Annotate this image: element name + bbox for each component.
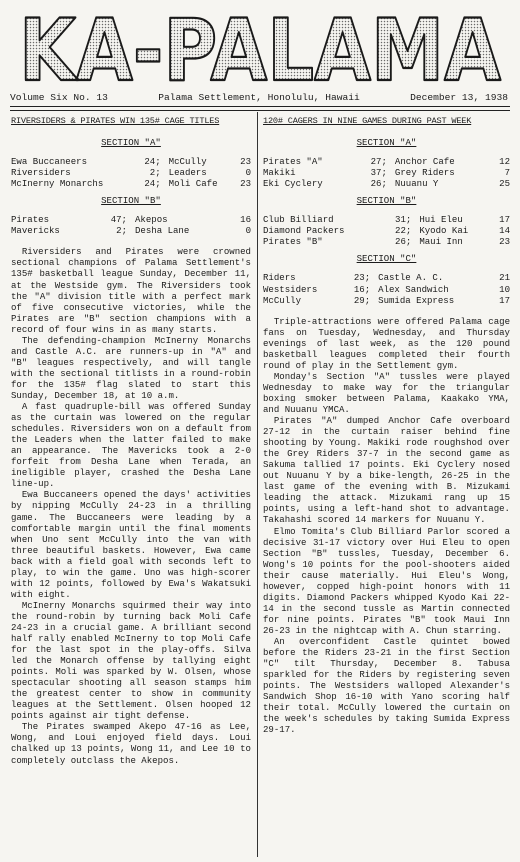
loser: McCully (168, 156, 207, 168)
publication-place: Palama Settlement, Honolulu, Hawaii (158, 92, 360, 103)
winner: Riversiders (11, 167, 71, 179)
left-headline: RIVERSIDERS & PIRATES WIN 135# CAGE TITLES (11, 116, 220, 126)
loser: Moli Cafe (168, 178, 218, 190)
score-row (11, 225, 251, 236)
loser: Hui Eleu (419, 214, 463, 226)
loser-score: 17 (499, 294, 510, 306)
winner-score: 24; (144, 178, 161, 190)
right-section-c-label: SECTION "C" (356, 253, 417, 265)
loser-score: 7 (504, 167, 510, 179)
loser: Kyodo Kai (419, 225, 469, 237)
right-section-a-label: SECTION "A" (356, 137, 417, 149)
left-section-a-label: SECTION "A" (101, 137, 161, 149)
loser-score: 21 (499, 272, 510, 284)
article-paragraph: An overconfident Castle quintet bowed before the Riders 23-21 in the first Section "C" tilt Thursday, December 8. Tabusa sparkled for the Riders by registering seven points. The Westsiders walloped Alexander's Sandwich Shop 16-10 with Yano scoring half their total. McCully lowered the curtain on the week's schedules by taking Sumida Express 29-17. (263, 635, 510, 736)
winner: Mavericks (11, 225, 60, 237)
right-section-b-scores (263, 214, 510, 247)
winner-score: 37; (370, 167, 387, 179)
winner: Pirates "B" (263, 236, 323, 248)
winner-score: 24; (144, 156, 161, 168)
winner: McCully (263, 294, 302, 306)
article-paragraph: The Pirates swamped Akepo 47-16 as Lee, Wong, and Loui enjoyed field days. Loui chalked up 13 points, Wong 11, and Lee 10 to completely outclass the Akepos. (11, 721, 251, 766)
winner-score: 47; (110, 214, 127, 226)
loser: Nuuanu Y (394, 178, 439, 190)
winner-score: 26; (395, 236, 412, 248)
left-section-a-scores (11, 156, 251, 189)
loser-score: 10 (499, 283, 510, 295)
score-row (11, 167, 251, 178)
score-row (11, 214, 251, 225)
winner-score: 31; (395, 214, 412, 226)
score-row (263, 156, 510, 167)
left-section-b-label: SECTION "B" (101, 195, 161, 207)
loser: Castle A. C. (378, 272, 444, 284)
column-divider (257, 112, 258, 857)
winner-score: 2; (149, 167, 161, 179)
loser: Sumida Express (378, 294, 455, 306)
loser: Desha Lane (135, 225, 190, 237)
article-paragraph: Ewa Buccaneers opened the days' activities by nipping McCully 24-23 in a thrilling game. The Buccaneers were leading by a comfortable margin until the final moments when Uno sent McCully into the van with three beautiful baskets. However, Ewa came back with a field goal with seconds left to play, to win the game. Uno was high-scorer with 12 points, followed by Ewa's Wakatsuki with eight. (11, 489, 251, 600)
masthead (14, 2, 506, 88)
winner: Diamond Packers (263, 225, 345, 237)
masthead-title: KA-PALAMA (19, 2, 502, 88)
right-section-a-scores (263, 156, 510, 189)
score-row (263, 214, 510, 225)
score-row (263, 225, 510, 236)
issue-line (10, 92, 508, 103)
loser: Leaders (168, 167, 207, 179)
winner: Club Billiard (263, 214, 334, 226)
article-paragraph: Pirates "A" dumped Anchor Cafe overboard 27-12 in the curtain raiser behind fine shooting by Young. Makiki rode roughshod over the Grey Riders 37-7 in the second game as Sakuma tallied 17 points. Eki Cyclery nosed out Nuuanu Y by a bike-length, 26-25 in the last game of the evening with B. Mizukami leading the attack. Mizukami rang up 15 points, using a left-hand shot to advantage. Takahashi scored 14 markers for Nuuanu Y. (263, 415, 510, 526)
winner: Eki Cyclery (263, 178, 323, 190)
article-paragraph: A fast quadruple-bill was offered Sunday as the curtain was lowered on the regular schedules. Riversiders won on a default from the Leaders when the latter failed to make an appearance. The Mavericks took a 2-0 forfeit from Desha Lane when Terada, an ineligible player, crashed the Desha Lane line-up. (11, 401, 251, 490)
winner: Westsiders (263, 283, 318, 295)
issue-date: December 13, 1938 (410, 92, 508, 103)
right-column (263, 116, 510, 735)
winner: Pirates "A" (263, 156, 323, 168)
score-row (263, 236, 510, 247)
loser-score: 25 (499, 178, 510, 190)
article-paragraph: Monday's Section "A" tussles were played Wednesday to make way for the triangular boxing smoker between Palama, Kaakako YMA, and Nuuanu YMCA. (263, 370, 510, 415)
loser-score: 23 (240, 156, 251, 168)
volume-number: Volume Six No. 13 (10, 92, 108, 103)
left-column (11, 116, 251, 766)
right-section-c-scores (263, 272, 510, 305)
loser-score: 23 (499, 236, 510, 248)
article-paragraph: Riversiders and Pirates were crowned sectional champions of Palama Settlement's 135# basketball league Sunday, December 11, at the Westside gym. The Riversiders took the "A" division title with a perfect mark of five consecutive victories, while the Pirates are "B" section champions with a record of four wins in as many starts. (11, 246, 251, 335)
score-row (263, 272, 510, 283)
loser: Akepos (135, 214, 168, 226)
loser: Anchor Cafe (394, 156, 455, 168)
score-row (11, 178, 251, 189)
score-row (11, 156, 251, 167)
loser: Alex Sandwich (378, 283, 449, 295)
masthead-logo (14, 2, 506, 88)
loser: Grey Riders (394, 167, 455, 179)
winner-score: 16; (353, 283, 371, 295)
winner-score: 2; (116, 225, 127, 237)
winner: McInerny Monarchs (11, 178, 104, 190)
winner-score: 23; (353, 272, 371, 284)
winner-score: 29; (353, 294, 371, 306)
score-row (263, 167, 510, 178)
article-paragraph: Triple-attractions were offered Palama cage fans on Tuesday, Wednesday, and Thursday evenings of last week, as the 120 pound basketball leagues completed their fourth round of play in the Settlement gym. (263, 315, 510, 371)
winner: Riders (263, 272, 296, 284)
winner: Ewa Buccaneers (11, 156, 88, 168)
loser-score: 17 (499, 214, 510, 226)
article-paragraph: Elmo Tomita's Club Billiard Parlor scored a decisive 31-17 victory over Hui Eleu to open Section "B" tussles, Tuesday, December 6. Wong's 10 points for the pool-shooters aided their cause materially. Hui Eleu's Wong, however, copped high-point honors with 11 digits. Diamond Packers whipped Kyodo Kai 22-14 in the second tussle as Martin connected for nine points. Pirates "B" took Maui Inn 26-23 in the nightcap with A. Chun starring. (263, 525, 510, 636)
winner-score: 22; (395, 225, 412, 237)
article-paragraph: The defending-champion McInerny Monarchs and Castle A.C. are runners-up in "A" and "B" leagues respectively, and will tangle with the sectional titlists in a round-robin for the 135# flag slated to start this Sunday, December 18, at 10 a.m. (11, 334, 251, 401)
article-paragraph: McInerny Monarchs squirmed their way into the round-robin by turning back Moli Cafe 24-23 in a crucial game. A brilliant second half rally enabled McInerny to top Moli Cafe for the last spot in the play-offs. Silva led the Monarch offense by tallying eight points. Moli was sparked by W. Olsen, whose spectacular shooting all season stamps him the greatest center to show in community leagues at the Settlement. Olsen hooped 12 points against air tight defense. (11, 599, 251, 722)
winner-score: 27; (370, 156, 387, 168)
loser-score: 0 (245, 225, 251, 237)
right-section-b-label: SECTION "B" (356, 195, 417, 207)
header-rule (10, 106, 510, 111)
score-row (263, 295, 510, 306)
score-row (263, 178, 510, 189)
winner-score: 26; (370, 178, 387, 190)
loser-score: 0 (245, 167, 251, 179)
winner: Pirates (11, 214, 50, 226)
right-headline: 120# CAGERS IN NINE GAMES DURING PAST WEEK (263, 116, 472, 126)
left-section-b-scores (11, 214, 251, 236)
winner: Makiki (263, 167, 296, 179)
score-row (263, 284, 510, 295)
loser-score: 12 (499, 156, 510, 168)
loser-score: 16 (240, 214, 251, 226)
loser-score: 23 (240, 178, 251, 190)
loser-score: 14 (499, 225, 510, 237)
loser: Maui Inn (419, 236, 463, 248)
